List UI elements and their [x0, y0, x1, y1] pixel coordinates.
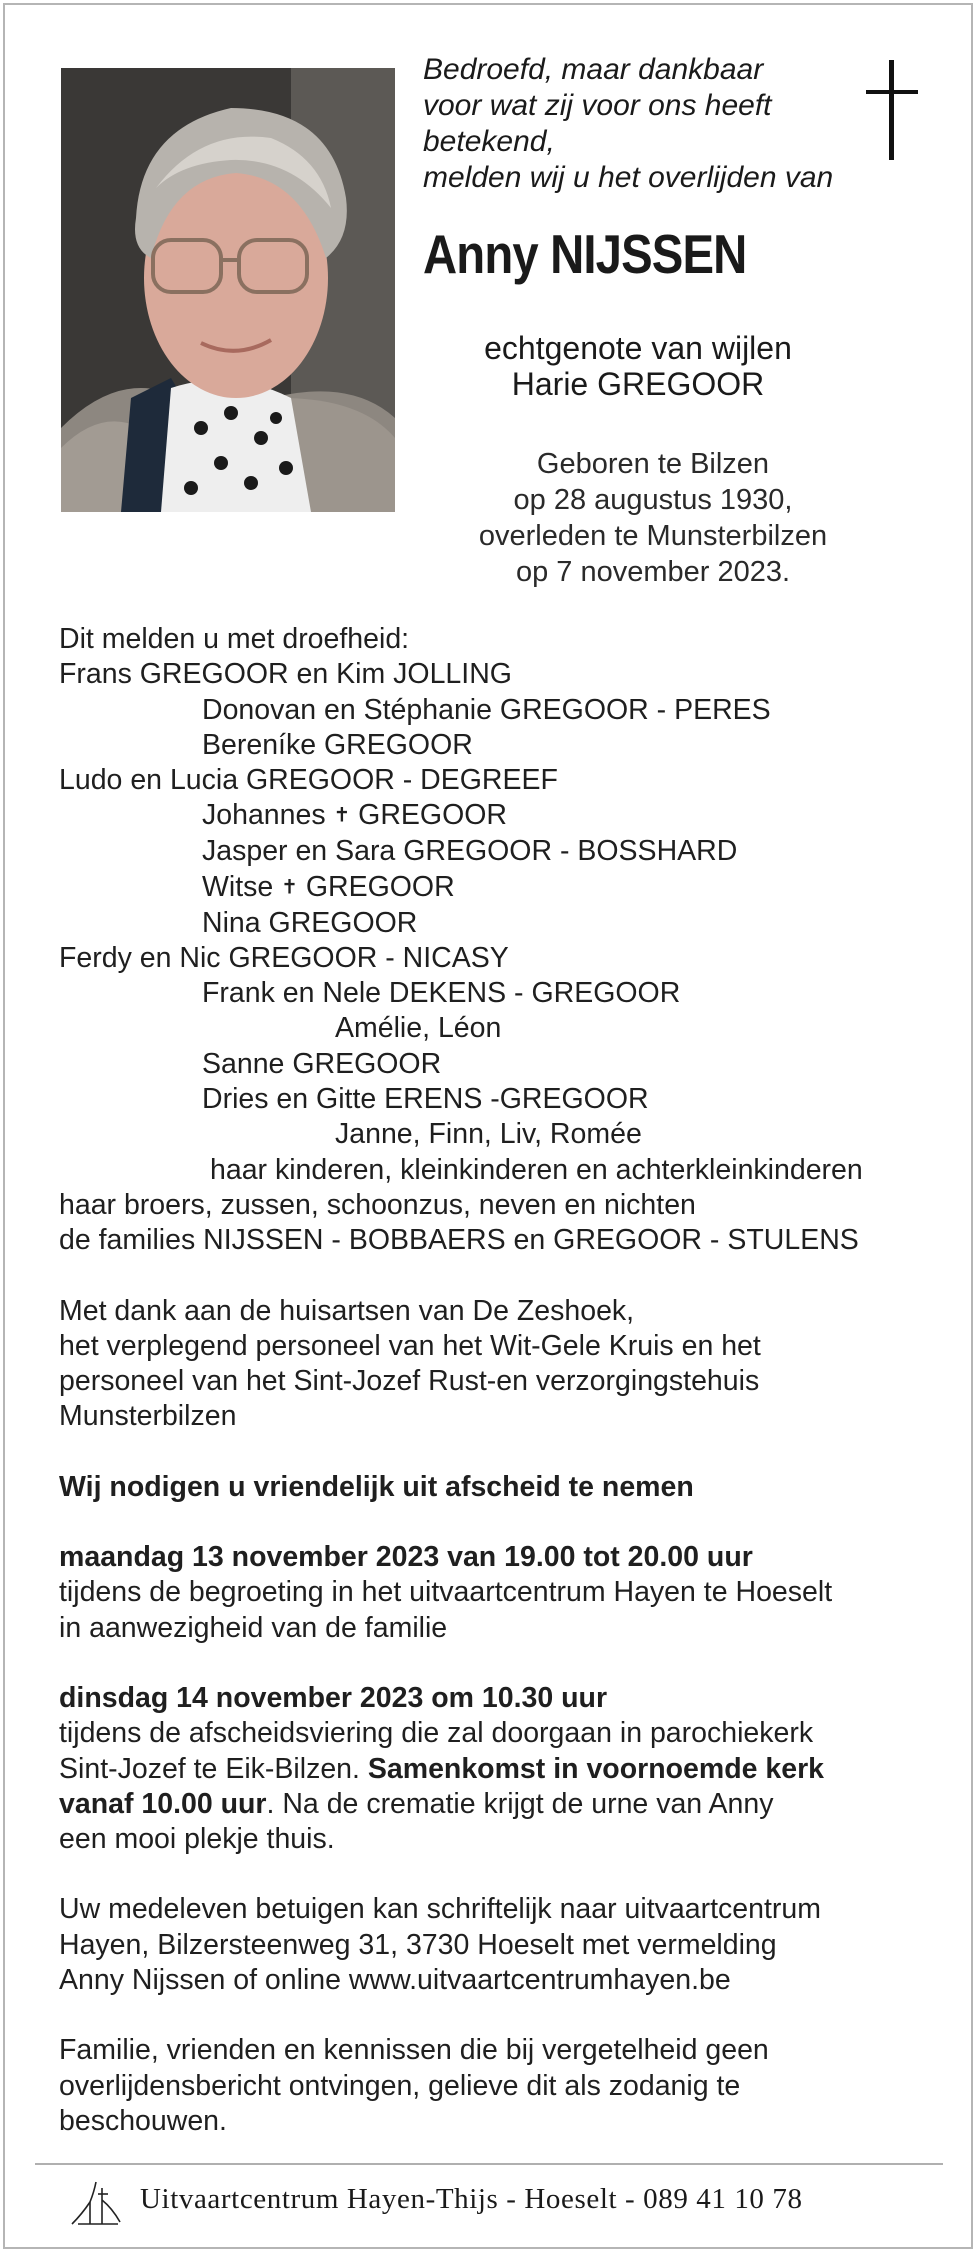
footer-contact: Uitvaartcentrum Hayen-Thijs - Hoeselt - 089 41 10 78 — [140, 2183, 803, 2215]
intro-text — [423, 52, 863, 196]
event1-when: maandag 13 november 2023 van 19.00 tot 20.00 uur — [59, 1541, 753, 1574]
deceased-name: Anny NIJSSEN — [423, 223, 747, 285]
announcement-body — [59, 622, 939, 2139]
thanks-line: personeel van het Sint-Jozef Rust-en verzorgingstehuis — [59, 1365, 760, 1398]
mourner-line: Janne, Finn, Liv, Romée — [335, 1118, 642, 1151]
thanks-line: het verplegend personeel van het Wit-Gele Kruis en het — [59, 1329, 761, 1362]
birth-date: op 28 augustus 1930, — [513, 484, 793, 516]
mourner-line-deceased — [59, 870, 939, 906]
small-cross-icon: ✝ — [333, 805, 351, 828]
life-dates — [423, 446, 883, 590]
event2-line: tijdens de afscheidsviering die zal doorgaan in parochiekerk — [59, 1717, 814, 1750]
mourner-line: Sanne GREGOOR — [202, 1047, 442, 1080]
event2-line — [59, 1752, 939, 1787]
mourner-line: Amélie, Léon — [335, 1012, 502, 1045]
thanks-line: Met dank aan de huisartsen van De Zeshoek, — [59, 1294, 635, 1327]
notice-line: beschouwen. — [59, 2104, 227, 2137]
event2-urn: . Na de crematie krijgt de urne van Anny — [266, 1787, 774, 1820]
invitation-heading: Wij nodigen u vriendelijk uit afscheid te nemen — [59, 1470, 694, 1503]
footer-divider — [35, 2163, 943, 2165]
mourner-line: Dries en Gitte ERENS -GREGOOR — [202, 1083, 649, 1116]
death-date: op 7 november 2023. — [515, 556, 791, 588]
condolence-line: Anny Nijssen of online www.uitvaartcentrumhayen.be — [59, 1964, 731, 1997]
mourner-first-name: Johannes — [202, 799, 326, 832]
mourner-first-name: Witse — [202, 870, 274, 903]
small-cross-icon: ✝ — [281, 876, 298, 899]
event1-line: tijdens de begroeting in het uitvaartcentrum Hayen te Hoeselt — [59, 1576, 833, 1609]
cross-icon — [862, 60, 922, 160]
portrait-illustration — [61, 68, 395, 512]
death-place: overleden te Munsterbilzen — [478, 520, 828, 552]
event2-line — [59, 1787, 939, 1822]
mourner-line: Nina GREGOOR — [202, 906, 418, 939]
birth-place: Geboren te Bilzen — [536, 448, 770, 480]
thanks-line: Munsterbilzen — [59, 1400, 237, 1433]
event2-line: een mooi plekje thuis. — [59, 1823, 335, 1856]
condolence-line: Hayen, Bilzersteenweg 31, 3730 Hoeselt met vermelding — [59, 1928, 777, 1961]
intro-line: voor wat zij voor ons heeft — [423, 89, 772, 122]
intro-line: Bedroefd, maar dankbaar — [423, 53, 764, 86]
mourner-last-name: GREGOOR — [358, 799, 508, 832]
event2-gathering: Samenkomst in voornoemde kerk — [367, 1752, 825, 1785]
event2-when: dinsdag 14 november 2023 om 10.30 uur — [59, 1681, 608, 1714]
mourners-heading: Dit melden u met droefheid: — [59, 623, 410, 655]
funeral-home-logo-icon — [68, 2178, 122, 2228]
mourner-line-deceased — [59, 798, 939, 834]
mourner-line: Frank en Nele DEKENS - GREGOOR — [202, 977, 681, 1010]
mourner-line: Donovan en Stéphanie GREGOOR - PERES — [202, 693, 771, 726]
spouse-name: Harie GREGOOR — [511, 366, 765, 402]
event2-church: Sint-Jozef te Eik-Bilzen. — [59, 1752, 360, 1785]
intro-line: melden wij u het overlijden van — [423, 161, 834, 194]
event2-gathering-time: vanaf 10.00 uur — [59, 1787, 267, 1820]
mourner-last-name: GREGOOR — [305, 870, 455, 903]
condolence-line: Uw medeleven betuigen kan schriftelijk naar uitvaartcentrum — [59, 1893, 821, 1926]
intro-line: betekend, — [423, 125, 555, 158]
mourner-line: Ludo en Lucia GREGOOR - DEGREEF — [59, 764, 558, 797]
mourner-line: haar kinderen, kleinkinderen en achterkleinkinderen — [210, 1153, 863, 1186]
notice-line: Familie, vrienden en kennissen die bij vergetelheid geen — [59, 2034, 769, 2067]
mourner-line: Frans GREGOOR en Kim JOLLING — [59, 658, 512, 691]
mourner-line: Jasper en Sara GREGOOR - BOSSHARD — [202, 835, 738, 868]
mourner-line: Ferdy en Nic GREGOOR - NICASY — [59, 941, 509, 974]
mourner-line: haar broers, zussen, schoonzus, neven en nichten — [59, 1188, 696, 1221]
portrait-photo — [61, 68, 395, 512]
notice-line: overlijdensbericht ontvingen, gelieve dit als zodanig te — [59, 2069, 741, 2102]
event1-line: in aanwezigheid van de familie — [59, 1611, 448, 1644]
mourner-line: de families NIJSSEN - BOBBAERS en GREGOOR - STULENS — [59, 1224, 859, 1257]
mourner-line: Bereníke GREGOOR — [202, 728, 473, 761]
spouse-line: echtgenote van wijlen — [484, 330, 792, 366]
spouse-block — [423, 330, 853, 402]
